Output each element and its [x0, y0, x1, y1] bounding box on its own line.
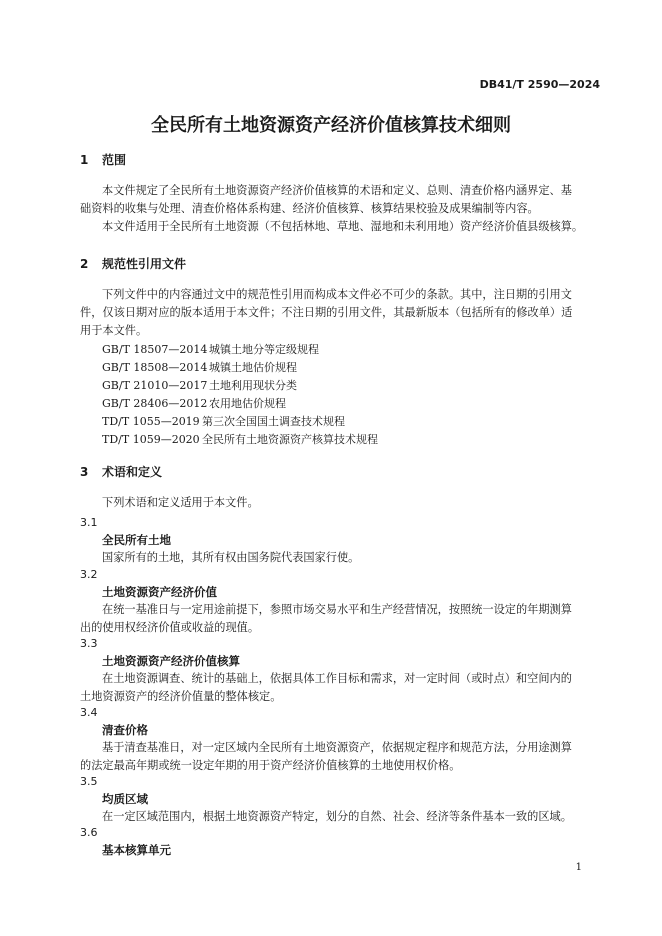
- reference-item: [102, 413, 345, 429]
- section-title: 范围: [102, 153, 127, 167]
- term-definition: 土地资源资产的经济价值量的整体核定。: [80, 690, 282, 703]
- reference-item: [102, 341, 319, 357]
- paragraph-line: 下列术语和定义适用于本文件。: [102, 496, 259, 509]
- paragraph-line: 用于本文件。: [80, 324, 148, 337]
- term-number: 3.4: [80, 706, 98, 719]
- reference-code: TD/T 1055—2019: [102, 415, 200, 428]
- document-title: 全民所有土地资源资产经济价值核算技术细则: [151, 115, 511, 136]
- term-name: 清查价格: [102, 723, 148, 737]
- term-number: 3.5: [80, 775, 98, 788]
- term-name: 全民所有土地: [102, 533, 171, 547]
- reference-item: [102, 395, 286, 411]
- term-number: 3.6: [80, 826, 98, 839]
- term-number: 3.3: [80, 637, 98, 650]
- reference-name: 全民所有土地资源资产核算技术规程: [202, 433, 378, 446]
- term-name: 土地资源资产经济价值: [102, 585, 217, 599]
- term-definition: 出的使用权经济价值或收益的现值。: [80, 621, 260, 634]
- reference-code: GB/T 18508—2014: [102, 361, 208, 374]
- section-2-heading: [80, 255, 186, 272]
- paragraph-line: 下列文件中的内容通过文中的规范性引用而构成本文件必不可少的条款。其中，注日期的引用文: [102, 288, 572, 301]
- term-definition: 的法定最高年期或统一设定年期的用于资产经济价值核算的土地使用权价格。: [80, 759, 461, 772]
- page-number: 1: [575, 862, 582, 873]
- section-number: 2: [80, 257, 89, 271]
- section-1-heading: [80, 151, 126, 168]
- term-definition: 在土地资源调查、统计的基础上，依据具体工作目标和需求，对一定时间（或时点）和空间内的: [102, 672, 572, 685]
- term-definition: 国家所有的土地，其所有权由国务院代表国家行使。: [102, 551, 360, 564]
- standard-number: DB41/T 2590—2024: [479, 78, 600, 91]
- reference-name: 城镇土地分等定级规程: [209, 343, 319, 356]
- paragraph-line: 本文件适用于全民所有土地资源（不包括林地、草地、湿地和未利用地）资产经济价值县级核算。: [102, 220, 584, 233]
- reference-item: [102, 431, 378, 447]
- term-number: 3.2: [80, 568, 98, 581]
- paragraph-line: 件，仅该日期对应的版本适用于本文件；不注日期的引用文件，其最新版本（包括所有的修改单）适: [80, 306, 573, 319]
- term-name: 土地资源资产经济价值核算: [102, 654, 240, 668]
- term-name: 均质区域: [102, 792, 148, 806]
- reference-code: GB/T 18507—2014: [102, 343, 208, 356]
- reference-name: 第三次全国国土调查技术规程: [202, 415, 345, 428]
- reference-code: TD/T 1059—2020: [102, 433, 200, 446]
- reference-code: GB/T 21010—2017: [102, 379, 208, 392]
- section-number: 1: [80, 153, 89, 167]
- reference-name: 土地利用现状分类: [209, 379, 297, 392]
- term-number: 3.1: [80, 516, 98, 529]
- reference-name: 农用地估价规程: [209, 397, 286, 410]
- term-definition: 在统一基准日与一定用途前提下，参照市场交易水平和生产经营情况，按照统一设定的年期测算: [102, 603, 572, 616]
- reference-item: [102, 377, 297, 393]
- section-3-heading: [80, 463, 162, 480]
- section-title: 规范性引用文件: [102, 257, 187, 271]
- term-definition: 基于清查基准日，对一定区域内全民所有土地资源资产，依据规定程序和规范方法，分用途测算: [102, 741, 572, 754]
- section-number: 3: [80, 465, 89, 479]
- term-definition: 在一定区域范围内，根据土地资源资产特定，划分的自然、社会、经济等条件基本一致的区域。: [102, 810, 572, 823]
- reference-code: GB/T 28406—2012: [102, 397, 208, 410]
- reference-name: 城镇土地估价规程: [209, 361, 297, 374]
- paragraph-line: 础资料的收集与处理、清查价格体系构建、经济价值核算、核算结果校验及成果编制等内容。: [80, 202, 539, 215]
- term-name: 基本核算单元: [102, 843, 171, 857]
- section-title: 术语和定义: [102, 465, 163, 479]
- reference-item: [102, 359, 297, 375]
- paragraph-line: 本文件规定了全民所有土地资源资产经济价值核算的术语和定义、总则、清查价格内涵界定、基: [102, 184, 572, 197]
